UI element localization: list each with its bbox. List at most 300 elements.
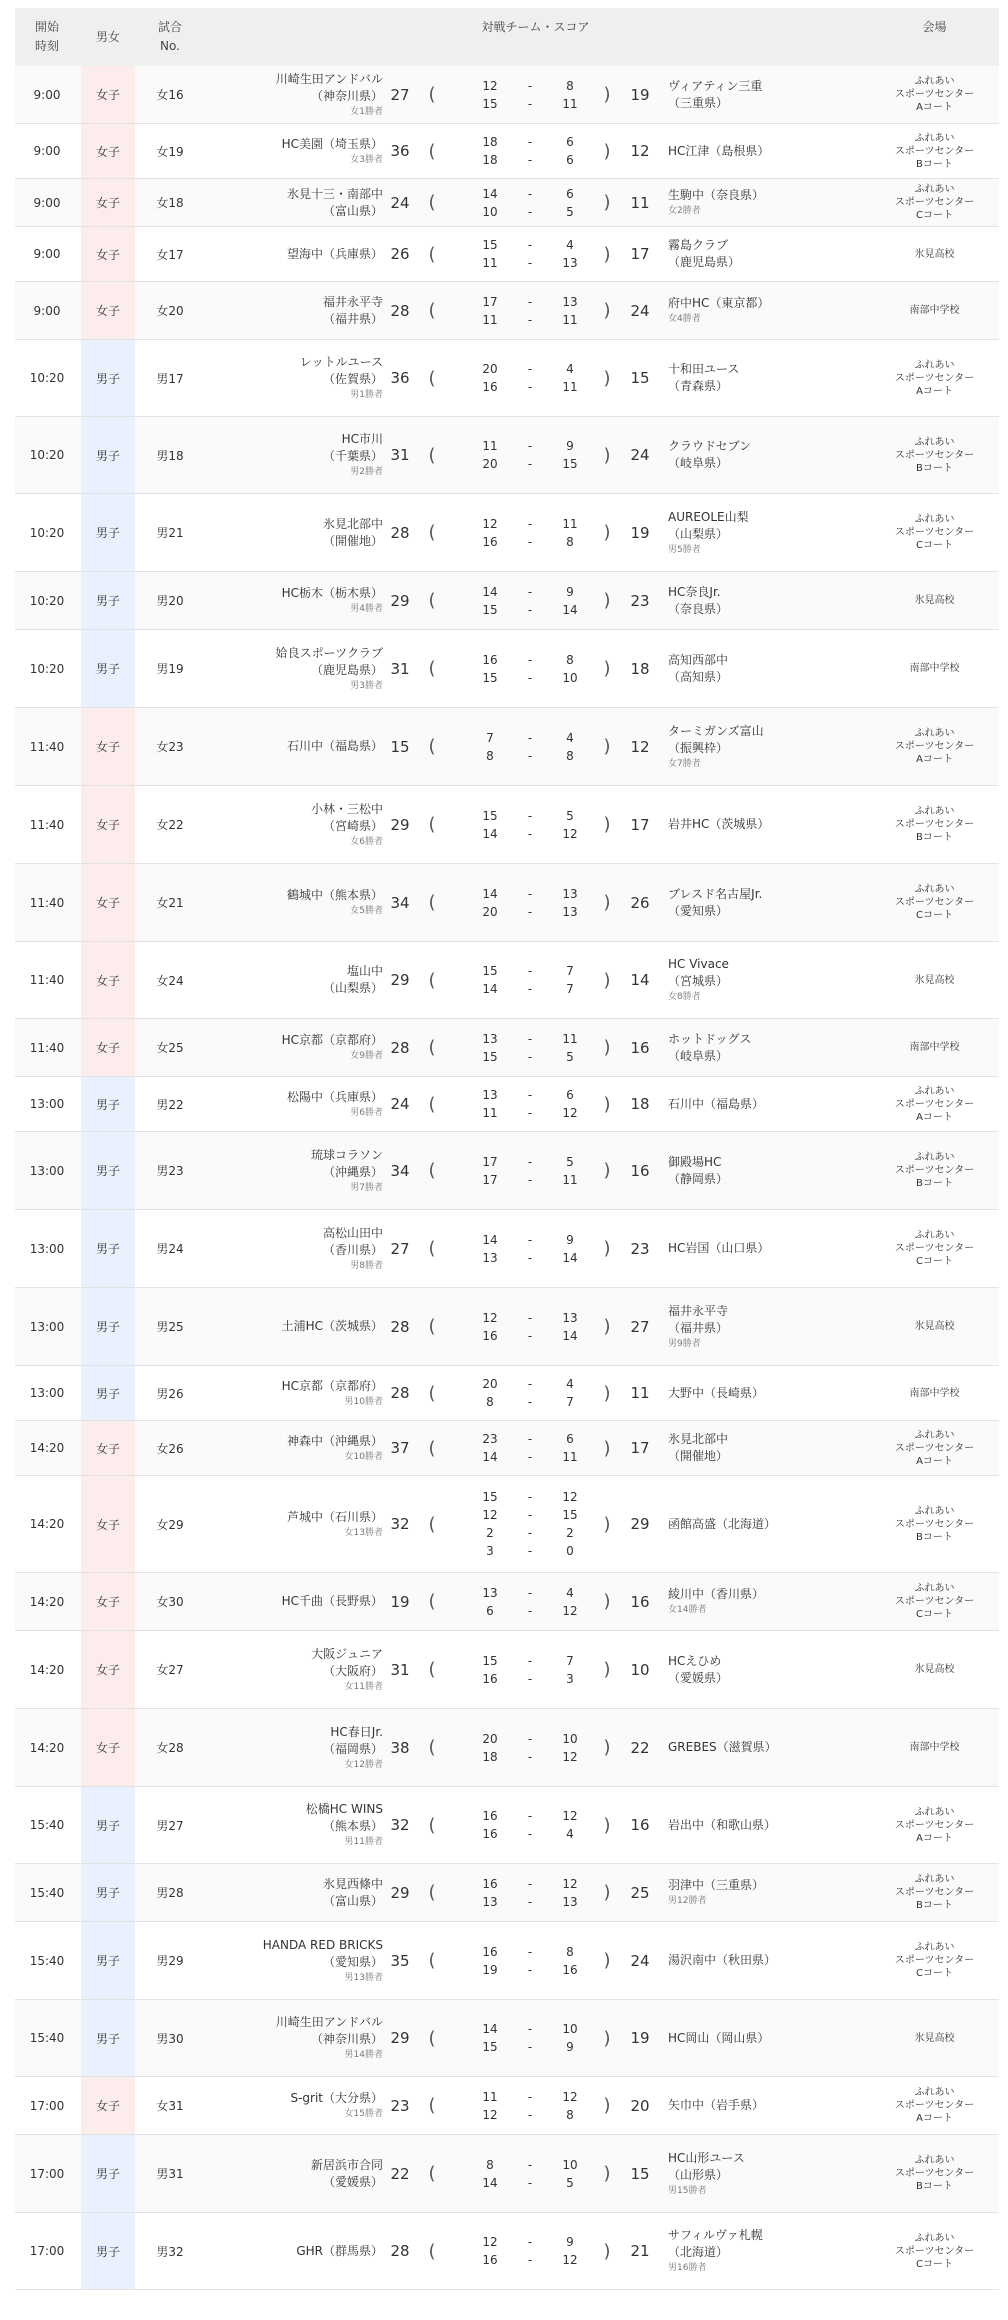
- game-number: 男20: [156, 594, 184, 608]
- right-team: [668, 1631, 868, 1708]
- left-total-score: 32: [390, 1515, 410, 1533]
- game-number: 男19: [156, 662, 184, 676]
- left-team-name: 神森中（沖縄県）: [286, 1433, 383, 1448]
- sex-category: 男子: [81, 2135, 135, 2212]
- table-row: [15, 1288, 999, 1366]
- half-right-score: 4: [566, 1827, 574, 1841]
- half-dash: -: [527, 1944, 533, 1959]
- half-dash: -: [527, 439, 533, 453]
- close-paren: ): [603, 1591, 611, 1612]
- right-team-name: HCえひめ （愛媛県）: [668, 1653, 729, 1685]
- sex-category: 男子: [81, 1288, 135, 1365]
- half-score-row: [465, 1393, 585, 1411]
- half-right-score: 8: [566, 1944, 574, 1959]
- start-time: 17:00: [29, 2098, 65, 2113]
- venue: 南部中学校: [909, 1742, 960, 1753]
- right-team: [668, 1573, 868, 1630]
- left-team: [201, 1366, 383, 1420]
- half-left-score: 12: [482, 516, 498, 531]
- half-dash: -: [527, 312, 533, 327]
- half-scores: [455, 1864, 595, 1921]
- half-right-score: 12: [562, 2253, 578, 2267]
- venue: ふれあい スポーツセンター Cコート: [894, 1230, 975, 1267]
- half-right-score: 14: [562, 602, 578, 617]
- sex-category: 男子: [81, 572, 135, 629]
- half-left-score: 16: [482, 1671, 498, 1686]
- table-row: [15, 1132, 999, 1210]
- open-paren: (: [428, 300, 436, 321]
- close-paren: ): [603, 1437, 611, 1459]
- half-left-score: 16: [482, 1827, 498, 1841]
- half-dash: -: [527, 2175, 533, 2190]
- half-score-row: [465, 669, 585, 687]
- close-paren: ): [603, 1950, 611, 1971]
- right-team: [668, 282, 868, 339]
- half-dash: -: [527, 1106, 533, 1120]
- left-total-score: 28: [390, 1317, 410, 1336]
- half-left-score: 15: [482, 808, 498, 823]
- close-paren: ): [603, 1160, 611, 1181]
- table-row: [15, 2000, 999, 2077]
- venue: 氷見高校: [914, 1664, 955, 1675]
- venue: ふれあい スポーツセンター Cコート: [894, 1942, 975, 1979]
- right-team-name: 氷見北部中 （開催地）: [668, 1432, 729, 1463]
- right-total-score: 18: [630, 659, 650, 678]
- sex-category: 女子: [81, 179, 135, 226]
- right-total-score: 17: [630, 1439, 650, 1457]
- game-number: 男21: [156, 526, 184, 540]
- left-team-name: レットルユース （佐賀県）: [299, 355, 383, 386]
- left-team: [201, 572, 383, 629]
- half-score-row: [465, 203, 585, 221]
- open-paren: (: [428, 736, 436, 757]
- left-team-note: 男1勝者: [350, 390, 383, 400]
- right-team-name: GREBES（滋賀県）: [668, 1740, 777, 1754]
- half-right-score: 12: [562, 1749, 578, 1764]
- half-dash: -: [527, 1450, 533, 1464]
- right-total-score: 20: [630, 2096, 650, 2115]
- game-number: 女22: [156, 818, 184, 832]
- open-paren: (: [428, 1513, 436, 1535]
- half-scores: [455, 630, 595, 707]
- open-paren: (: [428, 892, 436, 913]
- half-left-score: 10: [482, 204, 498, 219]
- half-dash: -: [527, 2089, 533, 2104]
- open-paren: (: [428, 590, 436, 611]
- half-scores: [455, 1421, 595, 1475]
- left-team-name: HC京都（京都府）: [281, 1378, 383, 1393]
- half-dash: -: [527, 584, 533, 599]
- left-total-score: 37: [390, 1439, 410, 1457]
- game-number: 女24: [156, 973, 184, 988]
- start-time: 11:40: [29, 973, 65, 987]
- half-dash: -: [527, 362, 533, 376]
- half-left-score: 16: [482, 534, 498, 549]
- half-scores: [455, 340, 595, 416]
- half-left-score: 20: [482, 1377, 498, 1391]
- table-row: [15, 1787, 999, 1864]
- start-time: 10:20: [29, 661, 65, 676]
- sex-category: 女子: [81, 2077, 135, 2134]
- left-team-note: 男8勝者: [350, 1260, 383, 1271]
- half-left-score: 17: [482, 1172, 498, 1187]
- close-paren: ): [603, 1093, 611, 1115]
- right-team: [668, 2213, 868, 2289]
- half-score-row: [465, 962, 585, 980]
- venue: ふれあい スポーツセンター Cコート: [894, 184, 975, 221]
- game-number: 女26: [156, 1441, 184, 1456]
- half-right-score: 6: [566, 135, 574, 149]
- half-left-score: 17: [482, 294, 498, 309]
- half-right-score: 9: [566, 1232, 574, 1247]
- half-score-row: [465, 236, 585, 254]
- sex-category: 男子: [81, 1864, 135, 1921]
- half-left-score: 13: [482, 1894, 498, 1909]
- half-dash: -: [527, 457, 533, 471]
- half-score-row: [465, 825, 585, 843]
- right-total-score: 15: [630, 369, 650, 387]
- right-team: [668, 124, 868, 178]
- half-left-score: 14: [482, 584, 498, 599]
- sex-category: 男子: [81, 340, 135, 416]
- left-team: [201, 864, 383, 941]
- close-paren: ): [603, 658, 611, 679]
- left-team: [201, 2077, 383, 2134]
- right-team: [668, 864, 868, 941]
- right-team-note: 男16勝者: [668, 2263, 707, 2273]
- half-right-score: 7: [566, 982, 574, 996]
- right-team: [668, 1132, 868, 1209]
- left-total-score: 28: [390, 301, 410, 320]
- half-scores: [455, 1019, 595, 1076]
- open-paren: (: [428, 1814, 436, 1836]
- right-team: [668, 1366, 868, 1420]
- half-score-row: [465, 437, 585, 455]
- close-paren: ): [603, 192, 611, 213]
- header-time: 開始 時刻: [34, 20, 59, 53]
- half-score-row: [465, 2251, 585, 2269]
- half-score-row: [465, 360, 585, 378]
- right-team: [668, 179, 868, 226]
- game-number: 男31: [156, 2167, 184, 2181]
- open-paren: (: [428, 814, 436, 835]
- right-total-score: 27: [630, 1317, 650, 1336]
- sex-category: 男子: [81, 1787, 135, 1863]
- start-time: 10:20: [29, 448, 65, 462]
- half-right-score: 12: [562, 1106, 578, 1120]
- half-score-row: [465, 1961, 585, 1979]
- half-dash: -: [527, 1031, 533, 1046]
- right-team-name: 十和田ユース （青森県）: [668, 362, 740, 393]
- right-team-name: HC Vivace （宮城県）: [668, 957, 729, 988]
- left-total-score: 31: [390, 446, 410, 464]
- venue: ふれあい スポーツセンター Aコート: [894, 359, 975, 397]
- start-time: 10:20: [29, 371, 65, 385]
- left-team-note: 男11勝者: [344, 1837, 383, 1847]
- open-paren: (: [428, 1382, 436, 1404]
- venue: ふれあい スポーツセンター Cコート: [894, 884, 975, 921]
- left-total-score: 36: [390, 142, 410, 160]
- venue: ふれあい スポーツセンター Bコート: [894, 436, 975, 474]
- half-right-score: 5: [566, 204, 574, 219]
- right-team-note: 男5勝者: [668, 544, 701, 555]
- left-team: [201, 1709, 383, 1786]
- half-scores: [455, 786, 595, 863]
- half-right-score: 12: [562, 1809, 578, 1823]
- half-score-row: [465, 151, 585, 169]
- close-paren: ): [603, 1238, 611, 1259]
- right-total-score: 24: [630, 1951, 650, 1970]
- venue: ふれあい スポーツセンター Aコート: [894, 728, 975, 765]
- half-dash: -: [527, 670, 533, 685]
- half-scores: [455, 2000, 595, 2076]
- right-team-name: 矢巾中（岩手県）: [668, 2098, 765, 2112]
- start-time: 11:40: [29, 739, 65, 754]
- left-total-score: 28: [390, 1384, 410, 1402]
- right-team-name: ターミガンズ富山 （振興枠）: [668, 723, 764, 755]
- half-scores: [455, 864, 595, 941]
- start-time: 9:00: [33, 247, 61, 261]
- left-team: [201, 340, 383, 416]
- left-total-score: 34: [390, 893, 410, 912]
- half-left-score: 15: [482, 96, 498, 111]
- start-time: 17:00: [29, 2166, 65, 2181]
- table-row: [15, 2077, 999, 2135]
- right-total-score: 16: [630, 1816, 650, 1834]
- left-team-note: 女13勝者: [344, 1527, 383, 1538]
- right-team-name: クラウドセブン （岐阜県）: [668, 439, 752, 470]
- half-score-row: [465, 515, 585, 533]
- right-team-name: 岩井HC（茨城県）: [668, 817, 770, 831]
- half-dash: -: [527, 96, 533, 111]
- half-dash: -: [527, 135, 533, 149]
- left-team-name: 土浦HC（茨城県）: [281, 1319, 383, 1333]
- right-team-note: 女2勝者: [668, 206, 701, 216]
- half-left-score: 18: [482, 153, 498, 167]
- left-team-note: 男14勝者: [344, 2050, 383, 2060]
- half-scores: [455, 1210, 595, 1287]
- half-score-row: [465, 1231, 585, 1249]
- half-score-row: [465, 747, 585, 765]
- half-right-score: 12: [562, 1603, 578, 1618]
- start-time: 17:00: [29, 2244, 65, 2258]
- half-right-score: 10: [562, 1731, 578, 1746]
- half-score-row: [465, 1652, 585, 1670]
- right-team-note: 男12勝者: [668, 1896, 707, 1906]
- half-left-score: 3: [486, 1544, 494, 1558]
- table-row: [15, 1366, 999, 1421]
- right-team: [668, 2000, 868, 2076]
- half-score-row: [465, 885, 585, 903]
- left-team: [201, 1476, 383, 1572]
- left-team: [201, 494, 383, 571]
- half-scores: [455, 66, 595, 123]
- close-paren: ): [603, 1659, 611, 1680]
- half-right-score: 12: [562, 1876, 578, 1891]
- right-total-score: 15: [630, 2164, 650, 2183]
- half-score-row: [465, 2088, 585, 2106]
- half-right-score: 8: [566, 652, 574, 667]
- right-team-name: 綾川中（香川県）: [668, 1587, 765, 1601]
- right-team-name: 御殿場HC （静岡県）: [668, 1154, 729, 1186]
- venue: 氷見高校: [914, 2032, 955, 2044]
- open-paren: (: [428, 1659, 436, 1680]
- start-time: 9:00: [33, 87, 61, 102]
- left-team-name: 石川中（福島県）: [286, 739, 383, 753]
- left-team-note: 男10勝者: [344, 1396, 383, 1407]
- half-dash: -: [527, 1962, 533, 1977]
- game-number: 男18: [156, 448, 184, 463]
- right-team: [668, 417, 868, 493]
- right-total-score: 19: [630, 85, 650, 104]
- right-team-note: 女7勝者: [668, 758, 701, 769]
- half-right-score: 2: [566, 1526, 574, 1540]
- right-team: [668, 340, 868, 416]
- half-score-row: [465, 583, 585, 601]
- left-team: [201, 124, 383, 178]
- right-total-score: 14: [630, 971, 650, 989]
- half-left-score: 15: [482, 238, 498, 252]
- half-right-score: 11: [562, 312, 578, 327]
- left-team-name: 新居浜市合同 （愛媛県）: [310, 2157, 383, 2189]
- left-team: [201, 942, 383, 1018]
- venue: 南部中学校: [909, 663, 960, 674]
- venue: ふれあい スポーツセンター Aコート: [894, 76, 975, 113]
- half-scores: [455, 227, 595, 281]
- half-right-score: 11: [562, 516, 578, 531]
- half-right-score: 12: [562, 2089, 578, 2104]
- start-time: 9:00: [33, 144, 61, 158]
- start-time: 11:40: [29, 895, 65, 910]
- half-left-score: 16: [482, 380, 498, 394]
- half-left-score: 16: [482, 1328, 498, 1343]
- half-right-score: 9: [566, 584, 574, 599]
- right-team-name: ブレスド名古屋Jr. （愛知県）: [668, 886, 763, 918]
- start-time: 13:00: [29, 1097, 65, 1111]
- close-paren: ): [603, 2095, 611, 2116]
- half-score-row: [465, 1309, 585, 1327]
- right-total-score: 22: [630, 1738, 650, 1757]
- half-score-row: [465, 980, 585, 998]
- right-team-name: 福井永平寺 （福井県）: [668, 1303, 729, 1335]
- right-team-name: 霧島クラブ （鹿児島県）: [668, 238, 741, 269]
- half-right-score: 7: [566, 964, 574, 978]
- game-number: 女30: [156, 1595, 184, 1609]
- half-dash: -: [527, 380, 533, 394]
- left-total-score: 35: [390, 1951, 410, 1970]
- start-time: 10:20: [29, 525, 65, 540]
- half-score-row: [465, 1375, 585, 1393]
- half-scores: [455, 942, 595, 1018]
- half-left-score: 14: [482, 886, 498, 901]
- half-dash: -: [527, 1049, 533, 1064]
- header-venue: 会場: [922, 20, 947, 34]
- right-team: [668, 1210, 868, 1287]
- left-team-name: 氷見十三・南部中 （富山県）: [286, 186, 383, 218]
- close-paren: ): [603, 892, 611, 913]
- game-number: 男26: [156, 1386, 184, 1401]
- half-left-score: 12: [482, 2107, 498, 2122]
- left-total-score: 29: [390, 591, 410, 610]
- sex-category: 男子: [81, 494, 135, 571]
- half-right-score: 9: [566, 439, 574, 453]
- game-number: 男30: [156, 2031, 184, 2046]
- right-team: [668, 630, 868, 707]
- left-team-note: 女12勝者: [344, 1759, 383, 1770]
- table-row: [15, 2135, 999, 2213]
- half-score-row: [465, 378, 585, 396]
- left-total-score: 29: [390, 815, 410, 834]
- half-dash: -: [527, 1653, 533, 1668]
- game-number: 男17: [156, 371, 184, 386]
- left-total-score: 28: [390, 1038, 410, 1057]
- half-score-row: [465, 1748, 585, 1766]
- left-team-note: 女15勝者: [344, 2109, 383, 2119]
- game-number: 男27: [156, 1818, 184, 1833]
- game-number: 女27: [156, 1663, 184, 1677]
- half-left-score: 15: [482, 670, 498, 685]
- half-left-score: 13: [482, 1088, 498, 1102]
- half-score-row: [465, 903, 585, 921]
- left-team-name: HC京都（京都府）: [281, 1033, 383, 1047]
- start-time: 14:20: [29, 1740, 65, 1755]
- start-time: 14:20: [29, 1517, 65, 1531]
- close-paren: ): [603, 2240, 611, 2262]
- left-team-note: 男3勝者: [350, 680, 383, 691]
- half-right-score: 15: [562, 457, 578, 471]
- open-paren: (: [428, 243, 436, 265]
- left-team: [201, 786, 383, 863]
- table-row: [15, 494, 999, 572]
- table-row: [15, 179, 999, 227]
- half-score-row: [465, 1171, 585, 1189]
- right-total-score: 29: [630, 1515, 650, 1533]
- half-dash: -: [527, 748, 533, 763]
- right-total-score: 11: [630, 1384, 650, 1402]
- right-total-score: 25: [630, 1883, 650, 1902]
- half-right-score: 14: [562, 1328, 578, 1343]
- half-scores: [455, 1631, 595, 1708]
- right-total-score: 17: [630, 815, 650, 834]
- game-number: 女29: [156, 1517, 184, 1532]
- half-score-row: [465, 2106, 585, 2124]
- start-time: 11:40: [29, 817, 65, 832]
- venue: 南部中学校: [909, 1387, 960, 1399]
- right-team: [668, 494, 868, 571]
- right-team-name: HC岩国（山口県）: [668, 1241, 770, 1255]
- left-team: [201, 1787, 383, 1863]
- half-score-row: [465, 2020, 585, 2038]
- game-number: 女17: [156, 247, 184, 262]
- half-score-row: [465, 1327, 585, 1345]
- right-team-name: ホットドッグス （岐阜県）: [668, 1031, 752, 1063]
- half-dash: -: [527, 1809, 533, 1823]
- half-score-row: [465, 1670, 585, 1688]
- table-row: [15, 708, 999, 786]
- half-left-score: 18: [482, 1749, 498, 1764]
- open-paren: (: [428, 1037, 436, 1058]
- half-scores: [455, 179, 595, 226]
- game-number: 男22: [156, 1097, 184, 1112]
- half-score-row: [465, 1153, 585, 1171]
- half-right-score: 8: [566, 748, 574, 763]
- half-score-row: [465, 311, 585, 329]
- table-header: [15, 8, 999, 66]
- venue: ふれあい スポーツセンター Cコート: [894, 2232, 975, 2270]
- right-team-name: HC山形ユース （山形県）: [668, 2150, 745, 2182]
- half-left-score: 16: [482, 1944, 498, 1959]
- venue: ふれあい スポーツセンター Bコート: [894, 2155, 975, 2192]
